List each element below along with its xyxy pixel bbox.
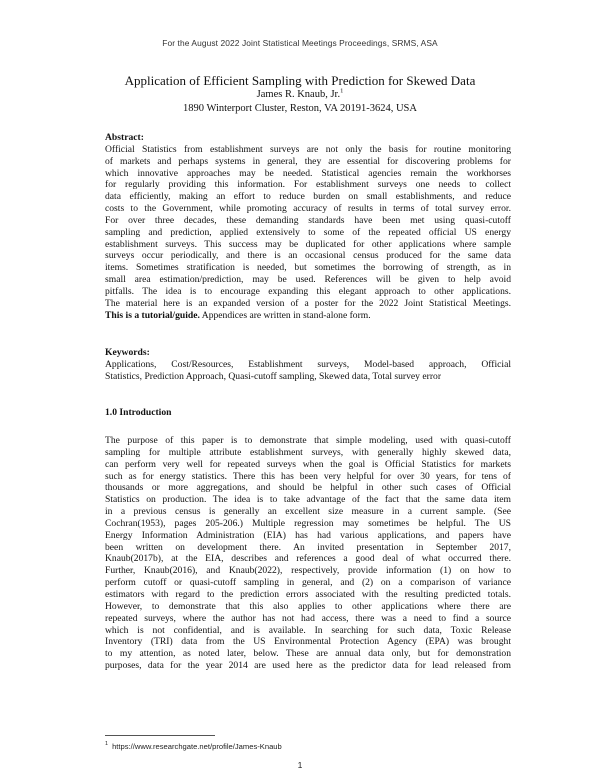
- intro-line: The purpose of this paper is to demonstrate that simple modeling, used with quasi-cutoff: [105, 435, 511, 446]
- keywords-heading: Keywords:: [105, 347, 150, 358]
- intro-line: purposes, data for the year 2014 are used here as the predictor data for lead released from: [105, 660, 511, 672]
- abstract-line: The material here is an expanded version of a poster for the 2022 Joint Statistical Meetings.: [105, 297, 511, 309]
- footnote-link[interactable]: https://www.researchgate.net/profile/James-Knaub: [112, 742, 282, 751]
- abstract-line: data efficiently, making an effort to reduce burden on small establishments, and reduce: [105, 191, 511, 203]
- intro-line: sampling for multiple attribute establishment surveys, with generally highly skewed data,: [105, 446, 511, 458]
- author-address: 1890 Winterport Cluster, Reston, VA 20191-3624, USA: [183, 103, 417, 114]
- abstract-line: sampling and prediction, applied extensively to some of the repeated official US energy: [105, 226, 511, 238]
- abstract-line: of markets and perhaps systems in general, they are essential for discovering problems for: [105, 155, 511, 167]
- page-number: 1: [297, 760, 303, 770]
- abstract-line: surveys occur periodically, and there is an occasional census produced for the same data: [105, 250, 511, 262]
- intro-line: Inventory (TRI) data from the US Environmental Protection Agency (EPA) was brought: [105, 636, 511, 648]
- intro-line: perform cutoff or quasi-cutoff sampling in general, and (2) on a comparison of variance: [105, 577, 511, 589]
- intro-line: can perform very well for repeated surveys when the goal is Official Statistics for markets: [105, 458, 511, 470]
- intro-line: been written on development there. An invited presentation in September 2017,: [105, 541, 511, 553]
- abstract-bold-sentence: This is a tutorial/guide.: [105, 309, 200, 321]
- intro-line: Further, Knaub(2016), and Knaub(2022), respectively, provide information (1) on how to: [105, 565, 511, 577]
- intro-line: to my attention, as noted later, below. These are annual data only, but for demonstration: [105, 648, 511, 660]
- introduction-body: [105, 435, 511, 672]
- abstract-tail: Appendices are written in stand-alone form.: [199, 309, 371, 321]
- abstract-line: For over three decades, these demanding standards have been met using quasi-cutoff: [105, 214, 511, 226]
- intro-line: Statistics on production. The idea is to take advantage of the fact that the same data item: [105, 494, 511, 506]
- intro-line: However, to demonstrate that this also applies to other applications where there are: [105, 600, 511, 612]
- abstract-line: establishment surveys. This success may be duplicated for other applications where sample: [105, 238, 511, 250]
- keywords-line: Applications, Cost/Resources, Establishment surveys, Model-based approach, Official: [105, 358, 511, 370]
- footnote: [105, 742, 282, 751]
- running-header: For the August 2022 Joint Statistical Meetings Proceedings, SRMS, ASA: [162, 38, 438, 48]
- keywords-line: Statistics, Prediction Approach, Quasi-cutoff sampling, Skewed data, Total survey error: [105, 370, 442, 382]
- intro-line: estimators with regard to the prediction errors associated with the resulting predicted totals.: [105, 588, 511, 600]
- intro-line: Cochran(1953), pages 205-206.) Multiple regression may sometimes be helpful. The US: [105, 517, 511, 529]
- abstract-line: small area estimation/prediction, may be used. References will be given to help avoid: [105, 274, 511, 286]
- intro-line: Knaub(2017b), at the EIA, describes and references a good deal of what occurred there.: [105, 553, 511, 565]
- abstract-line: pitfalls. The idea is to encourage expanding this elegant approach to other applications.: [105, 285, 511, 297]
- abstract-line: Official Statistics from establishment surveys are not only the basis for routine monitoring: [105, 143, 511, 155]
- abstract-final-line: [105, 310, 511, 322]
- keywords-section: [105, 347, 511, 383]
- author-line: [0, 89, 600, 100]
- footnote-mark: 1: [105, 741, 109, 748]
- intro-line: thousands or more aggregations, and should be helpful in other such cases of Official: [105, 482, 511, 494]
- intro-line: repeated surveys, where the author has not had access, there was a need to find a source: [105, 612, 511, 624]
- author-footnote-mark: 1: [340, 87, 344, 95]
- abstract-line: items. Sometimes stratification is needed, but sometimes the borrowing of strength, as in: [105, 262, 511, 274]
- introduction-heading: 1.0 Introduction: [105, 407, 172, 418]
- footnote-divider: [105, 735, 215, 736]
- author-name: James R. Knaub, Jr.: [256, 89, 341, 100]
- abstract-section: [105, 132, 511, 322]
- intro-line: which is not confidential, and is available. In searching for such data, Toxic Release: [105, 624, 511, 636]
- intro-line: such as for energy statistics. There this has been very helpful for over 30 years, for tens of: [105, 470, 511, 482]
- abstract-line: for regularly providing this information. For establishment surveys one needs to collect: [105, 179, 511, 191]
- abstract-heading: Abstract:: [105, 132, 144, 143]
- intro-line: in a previous census is generally an excellent size measure in a current sample. (See: [105, 506, 511, 518]
- abstract-line: which innovative approaches may be needed. Statistical agencies remain the workhorses: [105, 167, 511, 179]
- paper-title: Application of Efficient Sampling with Prediction for Skewed Data: [124, 73, 476, 88]
- abstract-line: costs to the Government, while promoting accuracy of results in terms of total survey error.: [105, 203, 511, 215]
- intro-line: Energy Information Administration (EIA) has had various applications, and papers have: [105, 529, 511, 541]
